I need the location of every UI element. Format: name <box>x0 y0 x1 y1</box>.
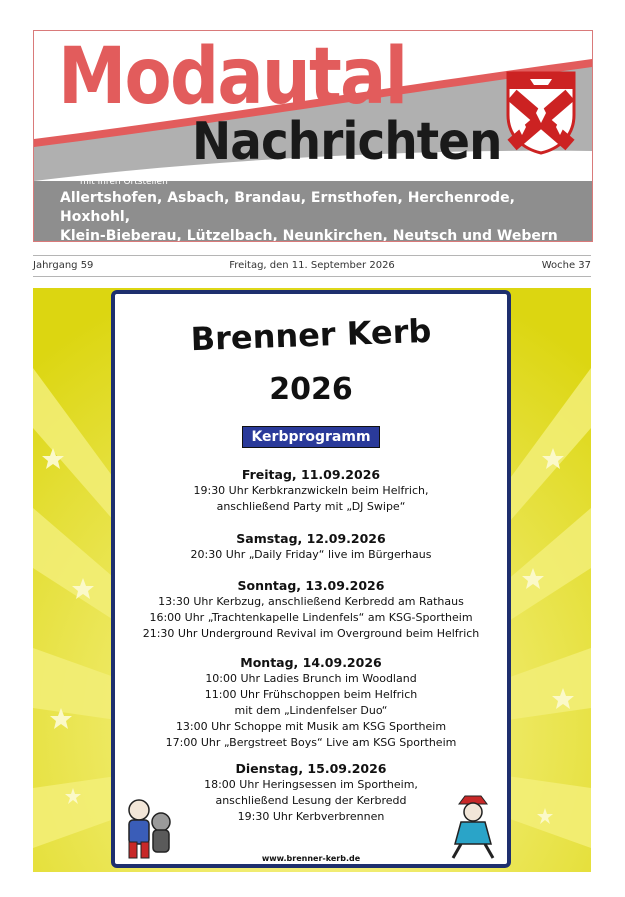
coat-of-arms-icon <box>504 69 578 155</box>
day-heading: Sonntag, 13.09.2026 <box>237 578 385 593</box>
day-heading: Samstag, 12.09.2026 <box>236 531 386 546</box>
program-card <box>111 290 511 868</box>
day-heading: Freitag, 11.09.2026 <box>241 467 381 482</box>
day-entry: 13:00 Uhr Schoppe mit Musik am KSG Sportheim <box>175 720 447 733</box>
program-badge: Kerbprogramm <box>242 426 379 448</box>
day-entry: anschließend Party mit „DJ Swipe“ <box>216 500 406 513</box>
day-entry: 19:30 Uhr Kerbverbrennen <box>237 810 385 823</box>
masthead-title-primary: Modautal <box>58 32 407 122</box>
day-heading: Dienstag, 15.09.2026 <box>235 761 387 776</box>
day-heading: Montag, 14.09.2026 <box>240 655 382 670</box>
masthead-subtitle: mit ihren Ortsteilen <box>80 177 168 187</box>
masthead-places-line-1: Allertshofen, Asbach, Brandau, Ernsthofen, Herchenrode, Hoxhohl, <box>60 190 515 225</box>
poster-title: Brenner Kerb <box>190 311 432 359</box>
program-day-sunday <box>115 577 507 642</box>
day-entry: 13:30 Uhr Kerbzug, anschließend Kerbredd am Rathaus <box>158 595 464 608</box>
day-entry: 10:00 Uhr Ladies Brunch im Woodland <box>205 672 417 685</box>
issue-date: Freitag, den 11. September 2026 <box>229 260 395 271</box>
day-entry: mit dem „Lindenfelser Duo“ <box>234 704 388 717</box>
day-entry: 16:00 Uhr „Trachtenkapelle Lindenfels“ am KSG-Sportheim <box>149 611 473 624</box>
day-entry: anschließend Lesung der Kerbredd <box>215 794 407 807</box>
poster <box>33 288 591 872</box>
day-entry: 21:30 Uhr Underground Revival im Overground beim Helfrich <box>142 627 480 640</box>
poster-website: www.brenner-kerb.de <box>261 854 361 863</box>
masthead <box>33 30 593 242</box>
poster-year: 2026 <box>269 372 353 407</box>
program-day-monday <box>115 654 507 751</box>
masthead-title-secondary: Nachrichten <box>192 112 502 172</box>
program-day-saturday <box>115 530 507 563</box>
issue-volume: Jahrgang 59 <box>33 260 94 271</box>
masthead-places-line-2: Klein-Bieberau, Lützelbach, Neunkirchen, Neutsch und Webern <box>60 228 558 242</box>
issue-info-bar <box>33 255 591 277</box>
program-day-friday <box>115 466 507 515</box>
day-entry: 20:30 Uhr „Daily Friday“ live im Bürgerhaus <box>190 548 432 561</box>
day-entry: 18:00 Uhr Heringsessen im Sportheim, <box>204 778 418 791</box>
day-entry: 19:30 Uhr Kerbkranzwickeln beim Helfrich, <box>193 484 429 497</box>
issue-week: Woche 37 <box>541 260 591 271</box>
day-entry: 11:00 Uhr Frühschoppen beim Helfrich <box>204 688 418 701</box>
day-entry: 17:00 Uhr „Bergstreet Boys“ Live am KSG Sportheim <box>165 736 457 749</box>
masthead-places <box>60 189 580 242</box>
